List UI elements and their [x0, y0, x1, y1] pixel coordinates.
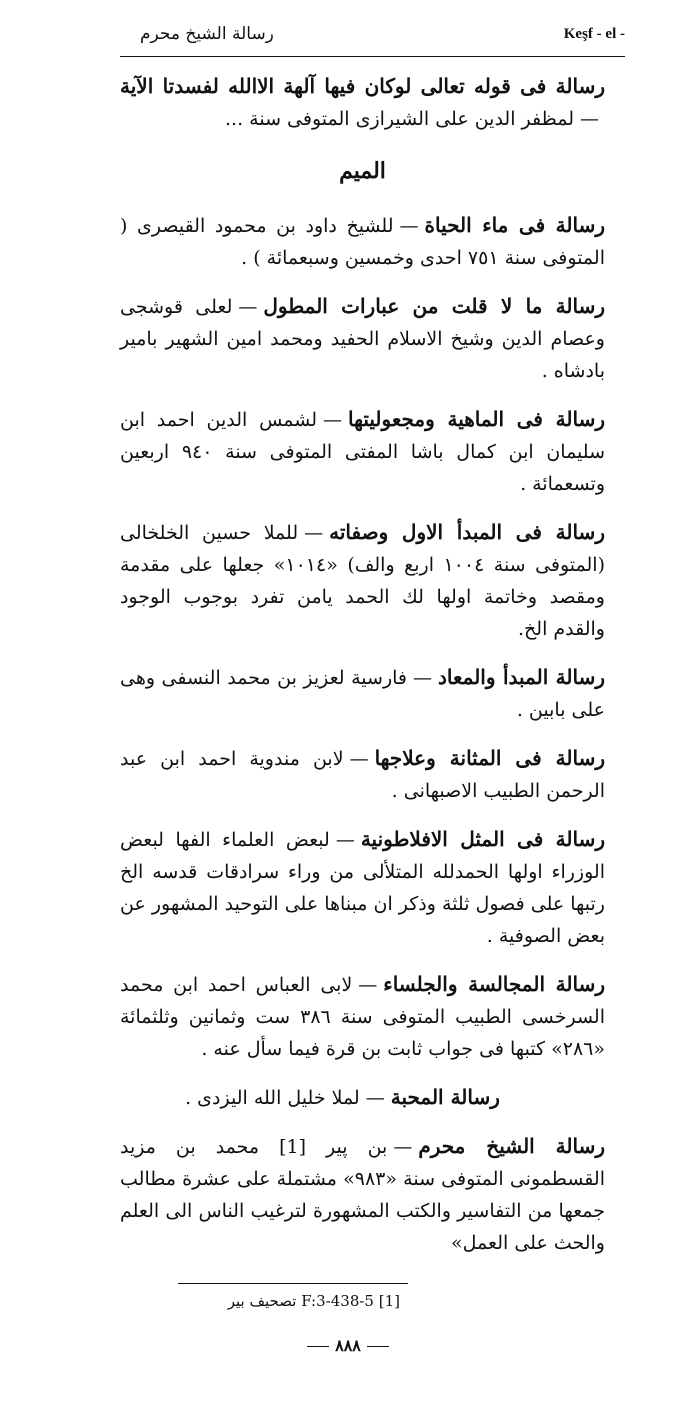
book-title: Keşf - el - [563, 26, 625, 42]
page-number-text: ٨٨٨ [335, 1336, 361, 1355]
entry-title: رسالة فى المثانة وعلاجها [374, 746, 606, 770]
footnote-rule [178, 1283, 408, 1284]
entry-title: رسالة فى المبدأ الاول وصفاته [329, 520, 605, 544]
entry-item: رسالة المبدأ والمعاد—فارسية لعزيز بن محمد النسفى وهى على بابين . [120, 665, 605, 721]
entry-title: رسالة فى ماء الحياة [424, 213, 605, 237]
page-number-dash [307, 1346, 329, 1347]
section-heading: الميم [339, 158, 386, 184]
entry-title: رسالة فى قوله تعالى لوكان فيها آلهة الاالله لفسدتا الآية [120, 74, 605, 98]
page-body [120, 70, 605, 1275]
entry-item: رسالة فى ماء الحياة—للشيخ داود بن محمود القيصرى ( المتوفى سنة ٧٥١ احدى وخمسين وسبعمائة ) . [120, 213, 605, 269]
entry-title: رسالة المبدأ والمعاد [438, 665, 605, 689]
entry-body: بن پير [1] محمد بن مزيد القسطمونى المتوفى سنة «٩٨٣» مشتملة على عشرة مطالب جمعها من التفاسير والكتب المشهورة لترغيب الناس الى العلم والحث على العمل» [120, 1136, 605, 1254]
entry-item: رسالة فى المثل الافلاطونية—لبعض العلماء الفها لبعض الوزراء اولها الحمدلله المتلألى من وراء سرادقات قدسه الخ رتبها على فصول ثلثة وذكر ان مبناها على التوحيد المشهور عن بعض الصوفية . [119, 827, 605, 947]
entry-title: رسالة الشيخ محرم [418, 1134, 606, 1158]
header-rule [120, 56, 625, 57]
entry-item: رسالة المجالسة والجلساء—لابى العباس احمد ابن محمد السرخسى الطبيب المتوفى سنة ٣٨٦ ست وثمانين وثلثمائة «٢٨٦» كتبها فى جواب ثابت بن قرة فيما سأل عنه . [120, 972, 606, 1060]
entry-item: رسالة الشيخ محرم—بن پير [1] محمد بن مزيد القسطمونى المتوفى سنة «٩٨٣» مشتملة على عشرة مطالب جمعها من التفاسير والكتب المشهورة لترغيب الناس الى العلم والحث على العمل» [120, 1134, 606, 1254]
page-number-dash [367, 1346, 389, 1347]
entry-body: لابن مندوية احمد ابن عبد الرحمن الطبيب الاصبهانى . [120, 748, 605, 802]
entry-item: رسالة فى الماهية ومجعوليتها—لشمس الدين احمد ابن سليمان ابن كمال باشا المفتى المتوفى سنة ٩٤٠ اربعين وتسعمائة . [120, 407, 606, 495]
page-number [0, 1336, 696, 1355]
entry-body: فارسية لعزيز بن محمد النسفى وهى على بابين . [120, 667, 605, 721]
entry-body: للشيخ داود بن محمود القيصرى ( المتوفى سنة ٧٥١ احدى وخمسين وسبعمائة ) . [120, 215, 605, 269]
entry-body: لعلى قوشجى وعصام الدين وشيخ الاسلام الحفيد ومحمد امين الشهير بامير بادشاه . [120, 296, 605, 382]
entry-body: لمظفر الدين على الشيرازى المتوفى سنة ... [225, 108, 574, 130]
footnote: [1] F:3-438-5 تصحيف بير [227, 1292, 400, 1310]
entry-item: رسالة فى المثانة وعلاجها—لابن مندوية احمد ابن عبد الرحمن الطبيب الاصبهانى . [120, 746, 606, 802]
entry-body: لملا خليل الله اليزدى . [185, 1087, 360, 1109]
entry-item: رسالة المحبة—لملا خليل الله اليزدى . [185, 1085, 500, 1109]
entry-item: رسالة فى قوله تعالى لوكان فيها آلهة الاالله لفسدتا الآية—لمظفر الدين على الشيرازى المتوفى سنة ... [120, 74, 605, 130]
entry-item: رسالة فى المبدأ الاول وصفاته—للملا حسين الخلخالى (المتوفى سنة ١٠٠٤ اربع والف) «١٠١٤» جعلها على مقدمة ومقصد وخاتمة اولها لك الحمد يامن تفرد بوجوب الوجود والقدم الخ. [120, 520, 605, 640]
entry-body: لشمس الدين احمد ابن سليمان ابن كمال باشا المفتى المتوفى سنة ٩٤٠ اربعين وتسعمائة . [120, 409, 605, 495]
running-header [120, 12, 625, 52]
entry-body: لبعض العلماء الفها لبعض الوزراء اولها الحمدلله المتلألى من وراء سرادقات قدسه الخ رتبها على فصول ثلثة وذكر ان مبناها على التوحيد المشهور عن بعض الصوفية . [119, 829, 605, 947]
entry-title: رسالة فى المثل الافلاطونية [360, 827, 605, 851]
entry-title: رسالة المجالسة والجلساء [383, 972, 606, 996]
entry-item: رسالة ما لا قلت من عبارات المطول—لعلى قوشجى وعصام الدين وشيخ الاسلام الحفيد ومحمد امين الشهير بامير بادشاه . [120, 294, 605, 382]
running-title: رسالة الشيخ محرم [140, 24, 274, 44]
entry-body: لابى العباس احمد ابن محمد السرخسى الطبيب المتوفى سنة ٣٨٦ ست وثمانين وثلثمائة «٢٨٦» كتبها فى جواب ثابت بن قرة فيما سأل عنه . [120, 974, 605, 1060]
entry-body: للملا حسين الخلخالى (المتوفى سنة ١٠٠٤ اربع والف) «١٠١٤» جعلها على مقدمة ومقصد وخاتمة اولها لك الحمد يامن تفرد بوجوب الوجود والقدم الخ. [120, 522, 605, 640]
entry-title: رسالة المحبة [390, 1085, 500, 1109]
entry-title: رسالة فى الماهية ومجعوليتها [348, 407, 606, 431]
entry-title: رسالة ما لا قلت من عبارات المطول [263, 294, 605, 318]
